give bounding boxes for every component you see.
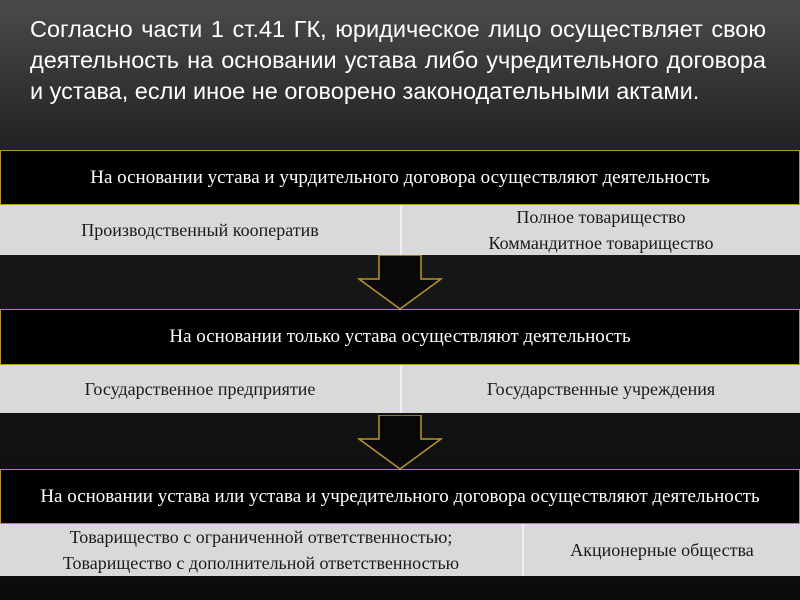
section-row	[0, 205, 800, 255]
section-header: На основании только устава осуществляют деятельность	[0, 309, 800, 365]
down-arrow-icon	[357, 255, 443, 311]
section-header: На основании устава или устава и учредительного договора осуществляют деятельность	[0, 469, 800, 524]
cell-line: Полное товарищество	[516, 207, 686, 227]
section-row	[0, 365, 800, 413]
cell-line: Государственные учреждения	[486, 379, 716, 399]
cell-joint-stock	[522, 524, 800, 576]
cell-line: Акционерные общества	[570, 540, 754, 560]
section-charter-or-contract	[0, 469, 800, 576]
section-charter-only	[0, 309, 800, 413]
cell-production-cooperative	[0, 205, 400, 255]
cell-line: Товарищество с дополнительной ответственностью	[62, 553, 460, 573]
section-row	[0, 524, 800, 576]
cell-line: Коммандитное товарищество	[488, 233, 714, 253]
cell-line: Товарищество с ограниченной ответственностью;	[69, 527, 453, 547]
cell-state-enterprise	[0, 365, 400, 413]
cell-state-institutions	[400, 365, 800, 413]
cell-partnerships	[400, 205, 800, 255]
down-arrow-icon	[357, 415, 443, 471]
cell-line: Государственное предприятие	[84, 379, 316, 399]
intro-text: Согласно части 1 ст.41 ГК, юридическое лицо осуществляет свою деятельность на основании устава либо учредительного договора и устава, если иное не оговорено законодательными актами.	[30, 16, 766, 104]
cell-llp-alp	[0, 524, 522, 576]
section-header: На основании устава и учрдительного договора осуществляют деятельность	[0, 150, 800, 205]
section-charter-and-contract	[0, 150, 800, 255]
cell-line: Производственный кооператив	[81, 220, 319, 240]
